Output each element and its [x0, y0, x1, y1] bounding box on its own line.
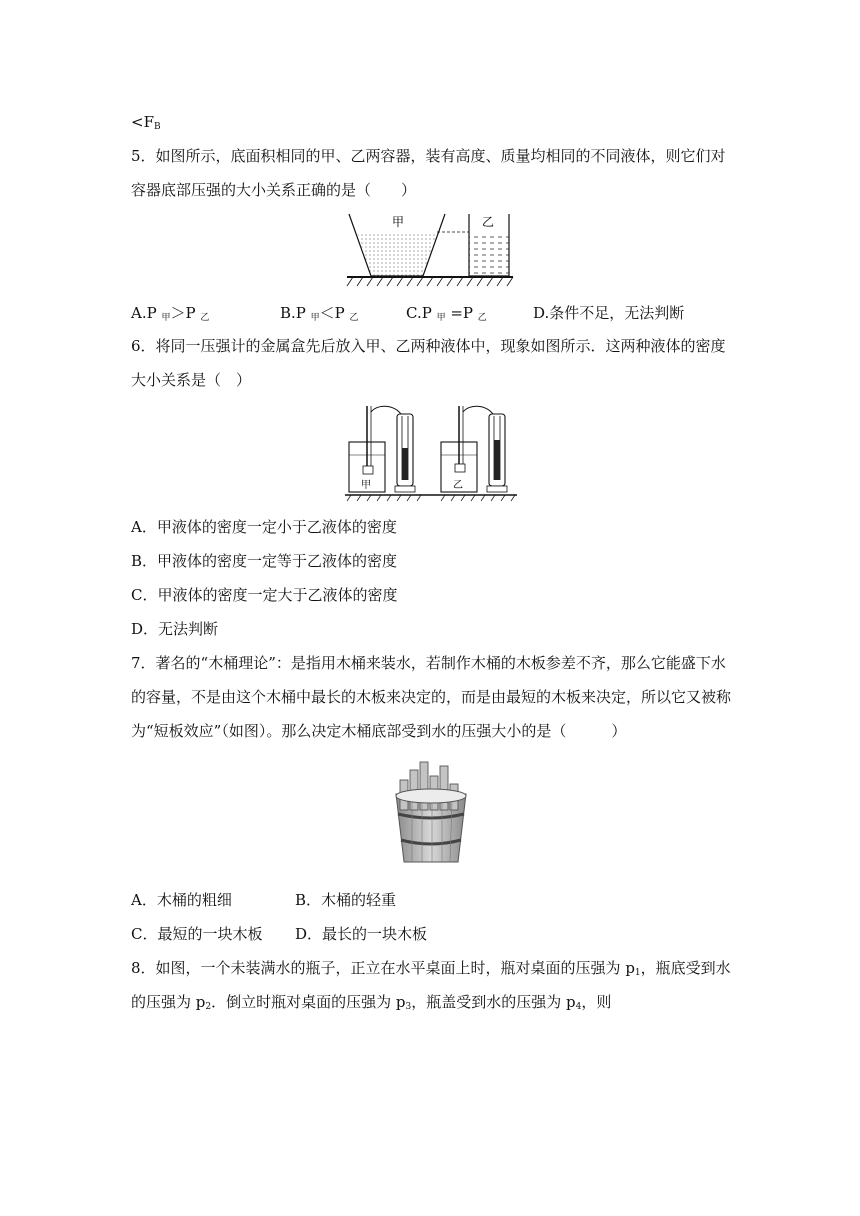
apparatus-b: [441, 406, 507, 492]
q7-option-d[interactable]: D．最长的一块木板: [295, 925, 428, 943]
q6-option-d[interactable]: D．无法判断: [131, 620, 219, 638]
q5-containers-figure: [345, 210, 515, 290]
label-a: 甲: [361, 480, 371, 491]
label-b: 乙: [482, 215, 495, 229]
q7-option-b[interactable]: B．木桶的轻重: [295, 891, 397, 909]
subscript-b: B: [153, 122, 161, 132]
q6-stem-line-1: 6．将同一压强计的金属盒先后放入甲、乙两种液体中，现象如图所示．这两种液体的密度: [131, 337, 726, 355]
q5-option-a[interactable]: A.P $_甲$＞P $_乙$: [131, 304, 210, 323]
container-b-liquid: [469, 232, 509, 276]
q5-option-c[interactable]: C.P $_甲$ =P $_乙$: [406, 304, 487, 323]
q6-stem-line-2: 大小关系是（ ）: [131, 371, 252, 389]
apparatus-a: [349, 406, 415, 492]
q7-stem-line-1: 7．著名的“木桶理论”：是指用木桶来装水，若制作木桶的木板参差不齐，那么它能盛下水: [131, 654, 726, 672]
q7-option-c[interactable]: C．最短的一块木板: [131, 925, 263, 943]
q7-option-a[interactable]: A．木桶的粗细: [131, 891, 232, 909]
q5-stem-line-2: 容器底部压强的大小关系正确的是（ ）: [131, 181, 417, 199]
label-a: 甲: [392, 215, 405, 229]
q8-stem-line-2: 的压强为 $p_2$．倒立时瓶对桌面的压强为 $p_3$，瓶盖受到水的压强为 $p_4$，则: [131, 993, 612, 1012]
q6-option-c[interactable]: C．甲液体的密度一定大于乙液体的密度: [131, 586, 398, 604]
q7-stem-line-3: 为“短板效应”（如图）。那么决定木桶底部受到水的压强大小的是（ ）: [131, 722, 627, 740]
ground-hatching: [347, 277, 513, 286]
less-than-f: <F: [131, 113, 154, 131]
q6-pressure-gauge-figure: [345, 400, 517, 502]
q5-stem-line-1: 5．如图所示，底面积相同的甲、乙两容器，装有高度、质量均相同的不同液体，则它们对: [131, 147, 726, 165]
bucket-rim: [396, 789, 466, 803]
base-hatching: [347, 495, 515, 501]
q7-stem-line-2: 的容量，不是由这个木桶中最长的木板来决定的，而是由最短的木板来决定，所以它又被称: [131, 688, 732, 706]
q5-option-b[interactable]: B.P $_甲$＜P $_乙$: [280, 304, 359, 323]
previous-answer-fragment: [131, 112, 161, 137]
q6-option-b[interactable]: B．甲液体的密度一定等于乙液体的密度: [131, 552, 398, 570]
label-b: 乙: [453, 480, 463, 491]
q6-option-a[interactable]: A．甲液体的密度一定小于乙液体的密度: [131, 518, 397, 536]
wooden-bucket-figure: [388, 758, 474, 868]
q5-option-d[interactable]: D.条件不足，无法判断: [533, 304, 685, 322]
q8-stem-line-1: 8．如图，一个未装满水的瓶子，正立在水平桌面上时，瓶对桌面的压强为 $p_1$，瓶底受到水: [131, 959, 731, 978]
